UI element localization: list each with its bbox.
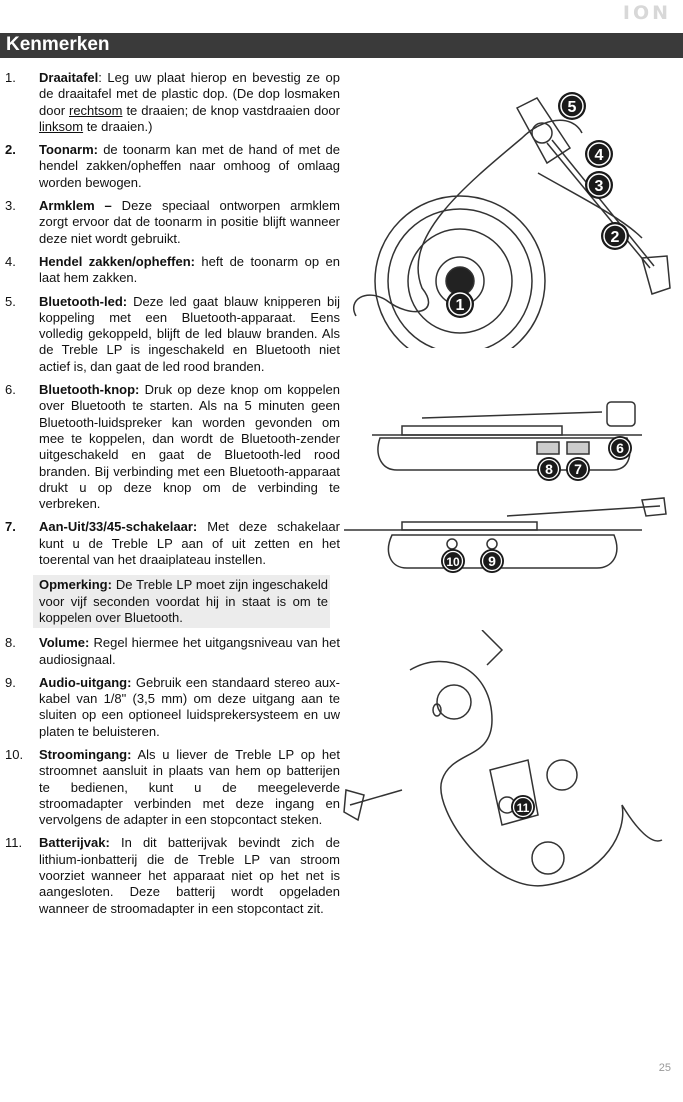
item-number: 4. <box>5 253 16 269</box>
turntable-body-front <box>378 438 630 470</box>
item-text: Deze led gaat blauw knipperen bij koppeling met een Bluetooth-apparaat. Eens volledig gekoppeld, blijft de led blauw branden. Als de Treble LP is ingeschakeld en Bluetooth niet actief is, dan gaat de led rood branden. <box>39 293 340 374</box>
callout-2 <box>601 222 629 250</box>
callout-4 <box>585 140 613 168</box>
svg-text:10: 10 <box>446 555 460 569</box>
note-term: Opmerking: <box>39 577 112 593</box>
item-text: In dit batterijvak bevindt zich de lithium-ionbatterij die de Treble LP van stroom voorziet wanneer het apparaat niet op het net is aangesloten. Deze batterij wordt opgeladen wanneer de stroomadapter in een stopcontact zit. <box>39 835 340 916</box>
item-number: 3. <box>5 198 16 214</box>
svg-text:9: 9 <box>488 553 496 569</box>
svg-text:6: 6 <box>616 440 624 456</box>
tonearm-rest-side <box>607 402 635 426</box>
item-term: Aan-Uit/33/45-schakelaar: <box>39 519 198 535</box>
section-title: Kenmerken <box>6 34 110 55</box>
item-term: Hendel zakken/opheffen: <box>39 253 195 269</box>
item-number: 11. <box>5 835 23 851</box>
callout-6 <box>608 436 632 460</box>
turntable-top-view-figure <box>342 88 672 348</box>
item-text: heft de toonarm op en laat hem zakken. <box>39 253 341 286</box>
note-text: De Treble LP moet zijn ingeschakeld voor vijf seconden voordat hij in staat is om te koppelen over Bluetooth. <box>39 577 328 625</box>
bottom-swirl-body <box>410 661 662 885</box>
item-underlined-text: linksom <box>39 118 84 134</box>
callout-3 <box>585 171 613 199</box>
callout-5 <box>558 92 586 120</box>
item-number: 8. <box>5 635 16 651</box>
svg-text:3: 3 <box>594 178 604 195</box>
list-item <box>0 254 340 287</box>
list-item <box>0 835 340 916</box>
svg-text:11: 11 <box>516 801 530 815</box>
item-text: Gebruik een standaard stereo aux-kabel van 1/8" (3,5 mm) om deze uitgang aan te sluiten op een optioneel luidsprekersysteem en uw platen te beluisteren. <box>39 674 340 739</box>
page-number: 25 <box>658 1062 671 1074</box>
audio-out-jack <box>487 539 497 549</box>
volume-knob <box>537 442 559 454</box>
callout-9 <box>480 549 504 573</box>
item-text: : Leg uw plaat hierop en bevestig ze op de draaitafel met de plastic dop. (De dop losmaken door <box>39 70 340 118</box>
svg-text:1: 1 <box>455 297 465 314</box>
svg-text:5: 5 <box>567 99 577 116</box>
item-number: 2. <box>5 142 16 158</box>
note-box <box>33 575 330 628</box>
item-term: Audio-uitgang: <box>39 674 132 690</box>
callout-1 <box>446 290 474 318</box>
svg-text:4: 4 <box>594 147 604 164</box>
callout-10 <box>441 549 465 573</box>
list-item <box>0 382 340 512</box>
item-text: te draaien; de knop vastdraaien door <box>122 102 340 118</box>
list-item <box>0 747 340 828</box>
callout-8 <box>537 457 561 481</box>
feature-list <box>0 70 340 924</box>
item-text: Als u liever de Treble LP op het stroomnet aansluit in plaats van hem op batterijen te bedienen, kunt u de meegeleverde stroomadapter verbinden met deze ingang en vervolgens de adapter in een stopcontact steken. <box>39 746 340 828</box>
bottom-foot <box>437 685 471 719</box>
item-term: Bluetooth-knop: <box>39 382 140 398</box>
item-number: 5. <box>5 293 16 309</box>
list-item <box>0 142 340 191</box>
item-term: Bluetooth-led: <box>39 293 128 309</box>
turntable-front-side-figure <box>342 398 672 488</box>
item-number: 9. <box>5 674 16 690</box>
item-text: de toonarm kan met de hand of met de hendel zakken/opheffen naar omhoog of omlaag worden bewogen. <box>39 142 340 190</box>
item-number: 6. <box>5 382 16 398</box>
svg-text:7: 7 <box>574 461 582 477</box>
list-item <box>0 675 340 740</box>
list-item <box>0 635 340 668</box>
item-text: Regel hiermee het uitgangsniveau van het audiosignaal. <box>39 635 340 667</box>
power-speed-switch <box>567 442 589 454</box>
item-text: Met deze schakelaar kunt u de Treble LP aan of uit zetten en het toerental van het draaiplateau instellen. <box>39 519 340 568</box>
cartridge-headshell <box>642 256 670 294</box>
list-item <box>0 70 340 135</box>
item-term: Volume: <box>39 635 90 651</box>
item-number: 7. <box>5 519 16 535</box>
callout-11 <box>511 795 535 819</box>
item-term: Armklem – <box>39 198 112 214</box>
svg-text:8: 8 <box>545 461 553 477</box>
item-number: 1. <box>5 70 16 85</box>
item-term: Batterijvak: <box>39 835 110 851</box>
item-underlined-text: rechtsom <box>69 102 123 118</box>
item-text: te draaien.) <box>83 118 153 134</box>
turntable-bottom-view-figure <box>342 630 672 900</box>
item-text: Deze speciaal ontworpen armklem zorgt ervoor dat de toonarm in positie blijft wanneer deze niet wordt gebruikt. <box>39 198 340 246</box>
item-term: Stroomingang: <box>39 746 132 762</box>
cartridge-bottom <box>344 790 364 820</box>
item-number: 10. <box>5 746 24 762</box>
item-text: Druk op deze knop om koppelen over Bluetooth te starten. Als na 5 minuten geen Bluetooth-luidspreker kan worden gevonden om mee te koppelen, dan wordt de Bluetooth-zender uitgeschakeld en gaat de Bluetooth-led rood branden. Bij verbinding met een Bluetooth-apparaat drukt u op deze knop om de verbinding te verbreken. <box>39 382 340 512</box>
callout-7 <box>566 457 590 481</box>
dc-in-jack <box>447 539 457 549</box>
item-term: Toonarm: <box>39 142 98 158</box>
svg-text:2: 2 <box>610 229 620 246</box>
item-term: Draaitafel <box>39 70 99 85</box>
list-item <box>0 294 340 375</box>
section-title-bar <box>0 33 683 58</box>
list-item <box>0 519 340 568</box>
turntable-back-side-figure <box>342 490 672 580</box>
list-item <box>0 198 340 247</box>
ion-logo: ION <box>622 2 671 24</box>
